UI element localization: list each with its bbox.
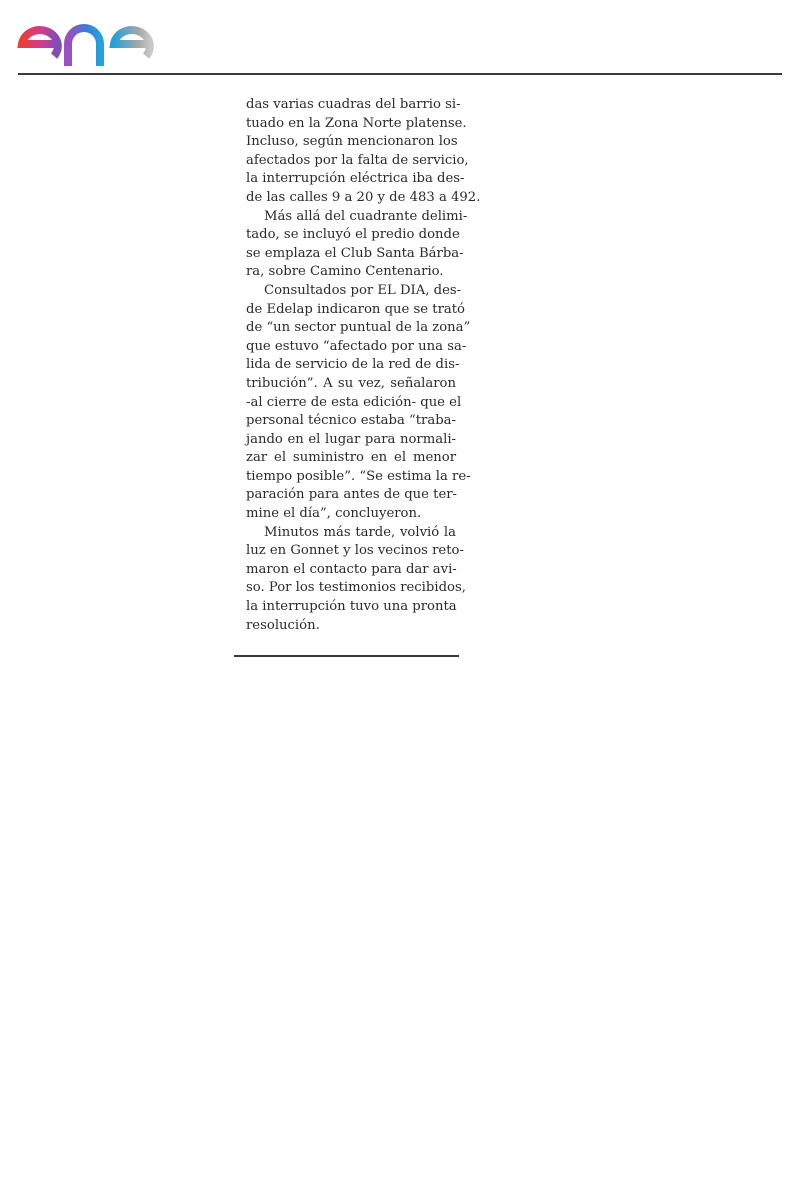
article-column bbox=[246, 96, 481, 635]
text-line: Minutos más tarde, volvió la bbox=[264, 524, 456, 540]
text-line: Consultados por EL DIA, des- bbox=[264, 282, 462, 298]
text-line: tado, se incluyó el predio donde bbox=[246, 227, 460, 243]
text-line: Más allá del cuadrante delimi- bbox=[264, 208, 468, 224]
header-divider bbox=[18, 73, 782, 75]
text-line: tiempo posible”. “Se estima la re- bbox=[246, 468, 471, 484]
text-line: zar el suministro en el menor bbox=[246, 450, 456, 466]
text-line: resolución. bbox=[246, 617, 320, 633]
paragraph-4 bbox=[246, 524, 466, 636]
text-line: das varias cuadras del barrio si- bbox=[246, 97, 461, 112]
text-line: afectados por la falta de servicio, bbox=[246, 152, 469, 168]
text-line: de las calles 9 a 20 y de 483 a 492. bbox=[246, 189, 481, 205]
text-line: paración para antes de que ter- bbox=[246, 487, 458, 503]
text-line: de Edelap indicaron que se trató bbox=[246, 301, 465, 317]
text-line: tuado en la Zona Norte platense. bbox=[246, 115, 467, 131]
text-line: de “un sector puntual de la zona” bbox=[246, 320, 471, 336]
text-line: que estuvo “afectado por una sa- bbox=[246, 338, 467, 354]
text-line: tribución”. A su vez, señalaron bbox=[246, 375, 456, 391]
text-line: ra, sobre Camino Centenario. bbox=[246, 264, 444, 280]
text-line: lida de servicio de la red de dis- bbox=[246, 357, 460, 373]
header bbox=[0, 0, 800, 78]
text-line: Incluso, según mencionaron los bbox=[246, 134, 458, 150]
article-end-divider bbox=[234, 655, 459, 657]
text-line: so. Por los testimonios recibidos, bbox=[246, 580, 466, 596]
text-line: la interrupción tuvo una pronta bbox=[246, 599, 457, 615]
text-line: mine el día”, concluyeron. bbox=[246, 506, 422, 522]
text-line: personal técnico estaba “traba- bbox=[246, 413, 456, 429]
paragraph-1 bbox=[246, 96, 481, 208]
paragraph-2 bbox=[246, 208, 468, 282]
enel-logo bbox=[14, 6, 184, 72]
text-line: luz en Gonnet y los vecinos reto- bbox=[246, 543, 464, 559]
text-line: la interrupción eléctrica iba des- bbox=[246, 171, 465, 187]
text-line: -al cierre de esta edición- que el bbox=[246, 394, 462, 410]
text-line: se emplaza el Club Santa Bárba- bbox=[246, 245, 464, 261]
paragraph-3 bbox=[246, 282, 471, 524]
enel-logo-graphic bbox=[14, 6, 184, 72]
text-line: jando en el lugar para normali- bbox=[246, 431, 456, 447]
text-line: maron el contacto para dar avi- bbox=[246, 561, 457, 577]
